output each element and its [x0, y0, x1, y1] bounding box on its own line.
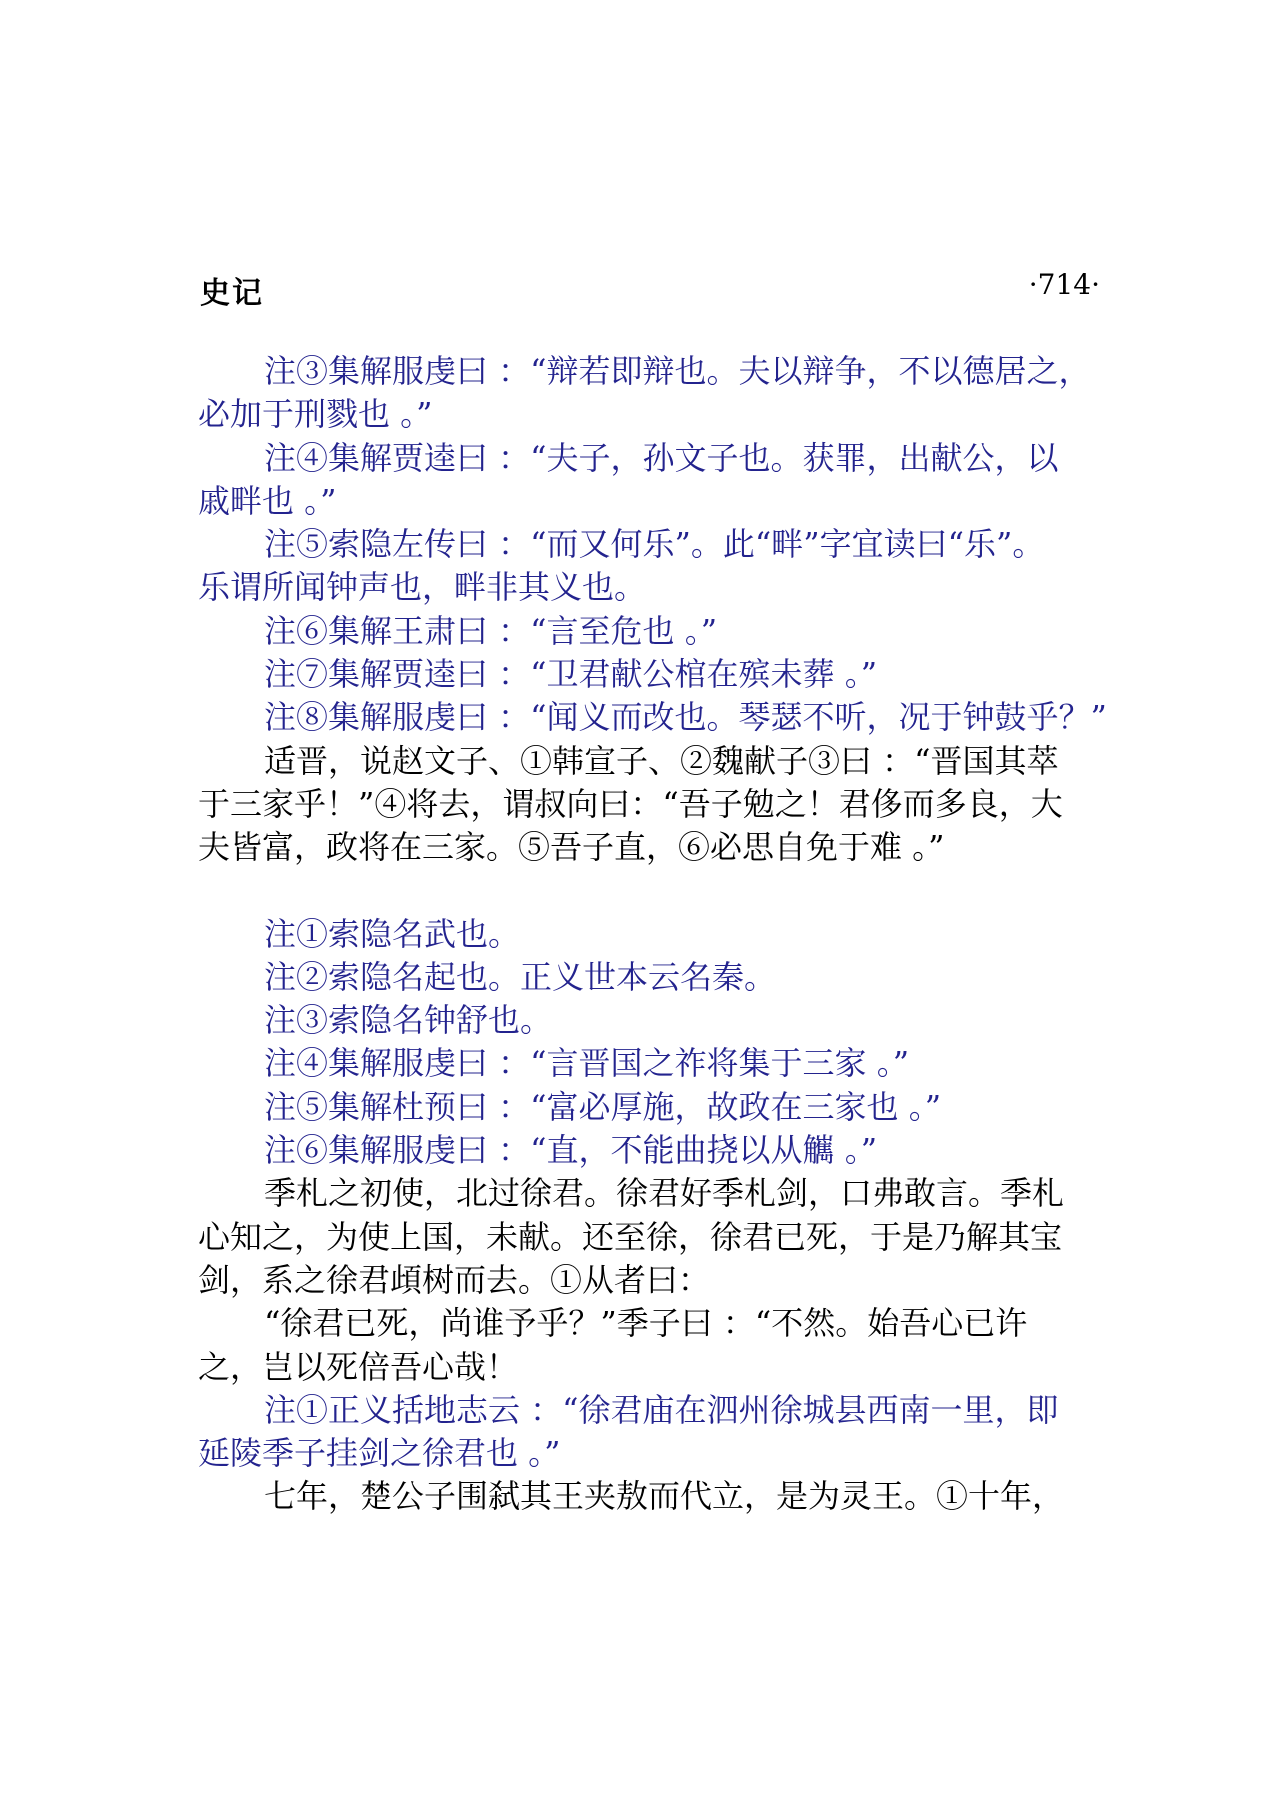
- annotation-paragraph: [198, 1042, 1098, 1085]
- text-line: 注⑤集解杜预曰 ：“富必厚施，故政在三家也 。”: [264, 1087, 942, 1126]
- text-line: 注①索隐名武也。: [264, 914, 521, 953]
- text-line: 注⑤索隐左传曰 ：“而又何乐”。此“畔”字宜读曰“乐”。: [264, 525, 1045, 564]
- running-header: [200, 268, 1100, 311]
- text-line: 心知之，为使上国，未献。还至徐，徐君已死，于是乃解其宝: [198, 1217, 1063, 1256]
- text-line: 于三家乎！”④将去，谓叔向曰：“吾子勉之！君侈而多良，大: [198, 784, 1063, 823]
- main-text-paragraph: [198, 1302, 1098, 1389]
- text-line: 注⑦集解贾逵曰 ：“卫君献公棺在殡未葬 。”: [264, 655, 878, 694]
- annotation-paragraph: [198, 913, 1098, 956]
- main-text-paragraph: [198, 1475, 1098, 1518]
- text-line: 适晋，说赵文子、①韩宣子、②魏献子③曰 ：“晋国其萃: [264, 741, 1059, 780]
- text-line: 必加于刑戮也 。”: [198, 395, 433, 434]
- text-line: 注①正义括地志云 ：“徐君庙在泗州徐城县西南一里，即: [264, 1390, 1059, 1429]
- annotation-paragraph: [198, 999, 1098, 1042]
- annotation-paragraph: [198, 350, 1098, 437]
- annotation-paragraph: [198, 1389, 1098, 1476]
- book-title: 史记: [200, 276, 264, 311]
- text-line: 之，岂以死倍吾心哉！: [198, 1347, 519, 1386]
- text-line: “徐君已死，尚谁予乎？”季子曰 ：“不然。始吾心已许: [264, 1304, 1028, 1343]
- annotation-paragraph: [198, 956, 1098, 999]
- text-line: 夫皆富，政将在三家。⑤吾子直，⑥必思自免于难 。”: [198, 828, 945, 867]
- annotation-paragraph: [198, 523, 1098, 610]
- main-text-paragraph: [198, 740, 1098, 870]
- text-line: 注⑧集解服虔曰 ：“闻义而改也。琴瑟不听，况于钟鼓乎？”: [264, 698, 1107, 737]
- text-line: 戚畔也 。”: [198, 481, 337, 520]
- text-line: 注②索隐名起也。正义世本云名秦。: [264, 957, 777, 996]
- annotation-paragraph: [198, 653, 1098, 696]
- annotation-paragraph: [198, 437, 1098, 524]
- text-line: 剑，系之徐君頉树而去。①从者曰：: [198, 1260, 711, 1299]
- annotation-paragraph: [198, 696, 1107, 739]
- page-number: ·714·: [1028, 268, 1100, 301]
- text-line: 注③索隐名钟舒也。: [264, 1001, 553, 1040]
- text-line: 延陵季子挂剑之徐君也 。”: [198, 1434, 561, 1473]
- body-text: [198, 350, 1107, 1519]
- annotation-paragraph: [198, 1129, 1098, 1172]
- text-line: 注④集解服虔曰 ：“言晋国之祚将集于三家 。”: [264, 1044, 910, 1083]
- text-line: 季札之初使，北过徐君。徐君好季札剑，口弗敢言。季札: [264, 1174, 1065, 1213]
- annotation-paragraph: [198, 610, 1098, 653]
- text-line: 注⑥集解服虔曰 ：“直，不能曲挠以从觽 。”: [264, 1131, 878, 1170]
- text-line: 注④集解贾逵曰 ：“夫子，孙文子也。获罪，出献公，以: [264, 438, 1059, 477]
- annotation-paragraph: [198, 1086, 1098, 1129]
- text-line: 七年，楚公子围弑其王夹敖而代立，是为灵王。①十年，: [264, 1477, 1065, 1516]
- text-line: 注⑥集解王肃曰 ：“言至危也 。”: [264, 611, 718, 650]
- text-line: 乐谓所闻钟声也，畔非其义也。: [198, 568, 647, 607]
- text-line: 注③集解服虔曰 ：“辩若即辩也。夫以辩争，不以德居之，: [264, 352, 1091, 390]
- main-text-paragraph: [198, 1172, 1098, 1302]
